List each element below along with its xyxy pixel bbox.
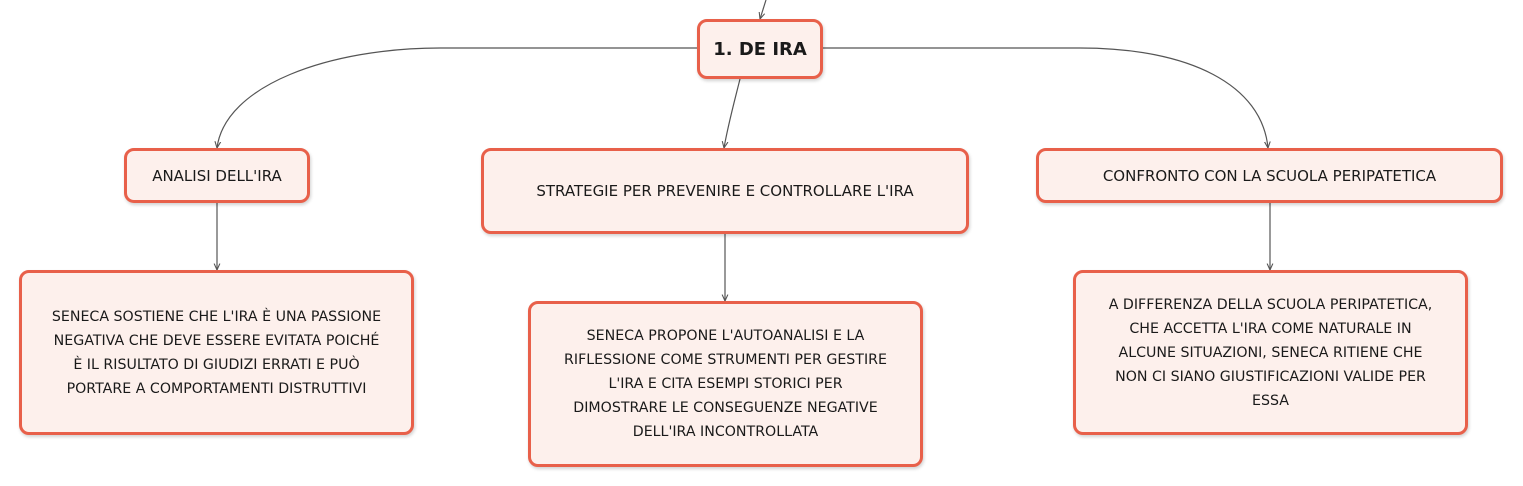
connector-parent-to-root <box>760 0 766 19</box>
topic-node-analisi[interactable] <box>124 148 310 203</box>
detail-line: SENECA PROPONE L'AUTOANALISI E LA <box>586 328 865 344</box>
detail-line: ESSA <box>1252 392 1289 409</box>
detail-line: DELL'IRA INCONTROLLATA <box>632 424 819 440</box>
detail-line: CHE ACCETTA L'IRA COME NATURALE IN <box>1129 320 1412 337</box>
detail-line: RIFLESSIONE COME STRUMENTI PER GESTIRE <box>564 352 887 368</box>
topic-node-strategie[interactable] <box>481 148 969 234</box>
detail-node-strategie[interactable] <box>528 301 923 467</box>
topic-node-confronto[interactable] <box>1036 148 1503 203</box>
detail-line: ALCUNE SITUAZIONI, SENECA RITIENE CHE <box>1118 344 1423 361</box>
root-node[interactable] <box>697 19 823 79</box>
detail-line: SENECA SOSTIENE CHE L'IRA È UNA PASSIONE <box>51 308 382 325</box>
detail-node-analisi[interactable] <box>19 270 414 435</box>
detail-line: DIMOSTRARE LE CONSEGUENZE NEGATIVE <box>573 400 878 416</box>
detail-line: NEGATIVA CHE DEVE ESSERE EVITATA POICHÉ <box>53 332 380 349</box>
detail-line: A DIFFERENZA DELLA SCUOLA PERIPATETICA, <box>1108 296 1433 313</box>
topic-label: CONFRONTO CON LA SCUOLA PERIPATETICA <box>1102 166 1437 185</box>
connector-root-to-topic-1 <box>217 48 697 148</box>
topic-label: ANALISI DELL'IRA <box>152 166 282 185</box>
detail-line: NON CI SIANO GIUSTIFICAZIONI VALIDE PER <box>1115 368 1426 385</box>
connector-root-to-topic-3 <box>823 48 1268 148</box>
detail-line: PORTARE A COMPORTAMENTI DISTRUTTIVI <box>66 380 367 397</box>
root-label: 1. DE IRA <box>713 38 807 60</box>
detail-line: L'IRA E CITA ESEMPI STORICI PER <box>608 376 843 392</box>
connector-root-to-topic-2 <box>724 79 740 148</box>
detail-line: È IL RISULTATO DI GIUDIZI ERRATI E PUÒ <box>73 356 360 373</box>
topic-label: STRATEGIE PER PREVENIRE E CONTROLLARE L'IRA <box>536 182 914 200</box>
detail-node-confronto[interactable] <box>1073 270 1468 435</box>
